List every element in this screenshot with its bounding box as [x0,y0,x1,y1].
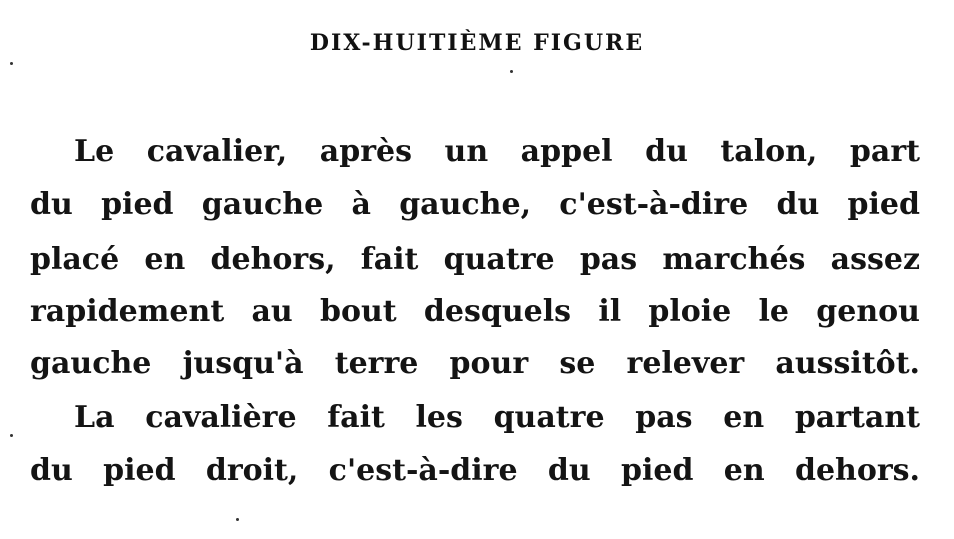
text-line: du pied gauche à gauche, c'est-à-dire du pied [30,187,920,222]
print-speck [510,70,513,73]
section-heading: DIX-HUITIÈME FIGURE [309,30,645,56]
text-line: gauche jusqu'à terre pour se relever aussitôt. [30,346,920,381]
text-line: La cavalière fait les quatre pas en partant [74,400,920,435]
text-line: Le cavalier, après un appel du talon, part [74,134,920,169]
print-speck [236,518,239,521]
print-speck [10,434,13,437]
text-line: du pied droit, c'est-à-dire du pied en dehors. [30,453,920,488]
text-line: placé en dehors, fait quatre pas marchés assez [30,242,920,277]
print-speck [10,62,13,65]
text-line: rapidement au bout desquels il ploie le genou [30,294,920,329]
